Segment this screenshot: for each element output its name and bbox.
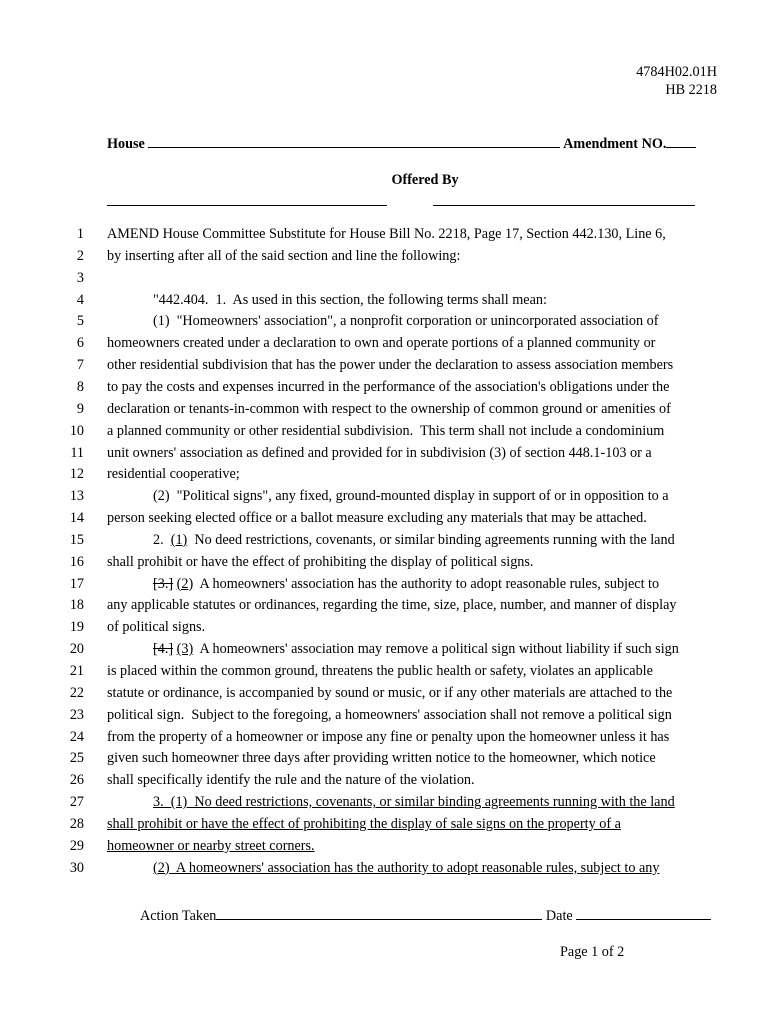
line-text-segment: statute or ordinance, is accompanied by sound or music, or if any other materials are attached to the <box>107 684 673 701</box>
document-line <box>0 226 770 248</box>
line-number: 24 <box>69 728 84 745</box>
line-text <box>107 423 664 440</box>
document-line <box>0 707 770 729</box>
document-line <box>0 248 770 270</box>
document-id: 4784H02.01H <box>636 64 717 80</box>
line-number: 8 <box>76 378 84 395</box>
line-text <box>107 357 673 374</box>
line-number: 18 <box>69 597 84 614</box>
offered-by-blank-left <box>107 205 387 206</box>
bill-number: HB 2218 <box>665 82 717 98</box>
line-text-segment: person seeking elected office or a ballot measure excluding any materials that may be attached. <box>107 510 647 527</box>
action-taken-line <box>140 908 711 925</box>
line-number: 29 <box>69 837 84 854</box>
line-text <box>107 772 475 789</box>
line-number: 20 <box>69 641 84 658</box>
inserted-text: (3) <box>176 641 194 658</box>
line-text <box>107 619 205 636</box>
page-number: Page 1 of 2 <box>560 944 625 960</box>
line-text-segment: unit owners' association as defined and provided for in subdivision (3) of section 448.1-103 or a <box>107 444 652 461</box>
line-text <box>107 445 652 462</box>
line-number: 17 <box>69 575 84 592</box>
line-number: 4 <box>76 291 84 308</box>
document-line <box>0 292 770 314</box>
line-text <box>153 641 679 658</box>
line-text-segment: other residential subdivision that has the power under the declaration to assess association members <box>107 357 674 374</box>
line-number: 22 <box>69 684 84 701</box>
offered-by-label: Offered By <box>391 172 459 188</box>
line-text <box>107 379 669 396</box>
line-text-segment: AMEND House Committee Substitute for House Bill No. 2218, Page 17, Section 442.130, Line 6, <box>107 226 666 242</box>
line-text <box>107 816 621 833</box>
line-text-segment: homeowners created under a declaration to own and operate portions of a planned community or <box>107 335 656 352</box>
line-number: 3 <box>76 269 84 286</box>
line-text-segment: is placed within the common ground, threatens the public health or safety, violates an applicable <box>107 663 653 679</box>
document-line <box>0 445 770 467</box>
line-text-segment: 2. <box>153 531 171 548</box>
line-text <box>153 860 659 877</box>
date-blank <box>576 918 711 920</box>
document-line <box>0 510 770 532</box>
line-number: 28 <box>69 815 84 832</box>
document-line <box>0 379 770 401</box>
line-text-segment: residential cooperative; <box>107 466 240 483</box>
line-number: 14 <box>69 510 84 527</box>
line-number: 2 <box>76 247 84 264</box>
line-text-segment: a planned community or other residential subdivision. This term shall not include a condominium <box>107 422 665 439</box>
line-text <box>107 663 653 680</box>
house-label: House <box>107 136 145 152</box>
line-text <box>153 292 547 309</box>
document-line <box>0 816 770 838</box>
line-text-segment: (1) "Homeowners' association", a nonprofit corporation or unincorporated association of <box>153 313 659 330</box>
line-number: 21 <box>69 663 84 679</box>
inserted-text: (2) <box>176 575 194 592</box>
document-line <box>0 423 770 445</box>
document-line <box>0 729 770 751</box>
document-line <box>0 663 770 685</box>
document-line <box>0 270 770 292</box>
line-text <box>153 794 675 811</box>
line-text-segment: A homeowners' association may remove a political sign without liability if such sign <box>193 641 679 658</box>
action-taken-blank <box>216 918 542 920</box>
line-text <box>107 226 666 243</box>
document-line <box>0 313 770 335</box>
line-number: 9 <box>76 400 84 417</box>
line-number: 30 <box>69 859 84 876</box>
document-line <box>0 838 770 860</box>
line-text-segment: of political signs. <box>107 619 206 636</box>
inserted-text: 3. (1) No deed restrictions, covenants, or similar binding agreements running with the land <box>153 794 675 811</box>
amendment-number-blank <box>666 146 696 148</box>
offered-by-blank-right <box>433 205 695 206</box>
document-line <box>0 532 770 554</box>
line-number: 1 <box>76 226 84 242</box>
line-text <box>153 313 658 330</box>
line-number: 7 <box>76 357 84 374</box>
deleted-text: [4.] <box>153 641 174 658</box>
line-text-segment: any applicable statutes or ordinances, regarding the time, size, place, number, and manner of display <box>107 597 677 614</box>
document-line <box>0 488 770 510</box>
line-number: 13 <box>69 488 84 505</box>
line-text-segment: shall specifically identify the rule and the nature of the violation. <box>107 772 475 789</box>
inserted-text: homeowner or nearby street corners. <box>107 837 315 854</box>
line-text-segment: A homeowners' association has the authority to adopt reasonable rules, subject to <box>193 575 660 592</box>
document-line <box>0 466 770 488</box>
line-text-segment: to pay the costs and expenses incurred in the performance of the association's obligations under the <box>107 378 670 395</box>
line-number: 12 <box>69 466 84 483</box>
document-line <box>0 401 770 423</box>
line-number: 26 <box>69 772 84 789</box>
line-text <box>153 488 669 505</box>
line-number: 10 <box>69 422 84 439</box>
inserted-text: shall prohibit or have the effect of prohibiting the display of sale signs on the property of a <box>107 815 621 832</box>
document-line <box>0 597 770 619</box>
line-text <box>153 576 659 593</box>
line-text <box>107 554 533 571</box>
document-line <box>0 335 770 357</box>
document-line <box>0 685 770 707</box>
line-number: 16 <box>69 553 84 570</box>
line-number: 23 <box>69 706 84 723</box>
line-number: 5 <box>76 313 84 330</box>
line-text <box>107 685 672 702</box>
document-line <box>0 750 770 772</box>
document-line <box>0 576 770 598</box>
line-number: 19 <box>69 619 84 636</box>
house-amendment-line <box>107 136 696 153</box>
inserted-text: (1) <box>170 531 188 548</box>
line-number: 15 <box>69 531 84 548</box>
house-blank <box>148 146 560 148</box>
line-text <box>153 532 675 549</box>
document-line <box>0 641 770 663</box>
inserted-text: (2) A homeowners' association has the authority to adopt reasonable rules, subject to any <box>153 859 660 876</box>
line-text <box>107 510 647 527</box>
line-text <box>107 248 460 265</box>
line-text-segment: given such homeowner three days after providing written notice to the homeowner, which notice <box>107 750 656 767</box>
line-text <box>107 335 655 352</box>
line-text-segment: (2) "Political signs", any fixed, ground-mounted display in support of or in opposition to a <box>153 488 669 505</box>
line-text-segment: political sign. Subject to the foregoing, a homeowners' association shall not remove a political sign <box>107 706 672 723</box>
amendment-label: Amendment NO. <box>563 136 667 152</box>
document-line <box>0 357 770 379</box>
line-text <box>107 466 240 483</box>
line-text-segment: No deed restrictions, covenants, or similar binding agreements running with the land <box>187 531 675 548</box>
document-line <box>0 772 770 794</box>
document-line <box>0 860 770 882</box>
line-text-segment: declaration or tenants-in-common with respect to the ownership of common ground or amenities of <box>107 400 671 417</box>
line-text-segment: "442.404. 1. As used in this section, the following terms shall mean: <box>153 291 547 308</box>
line-number: 25 <box>69 750 84 767</box>
line-text <box>107 750 656 767</box>
document-line <box>0 619 770 641</box>
line-text-segment: shall prohibit or have the effect of prohibiting the display of political signs. <box>107 553 534 570</box>
line-text <box>107 707 672 724</box>
action-taken-label: Action Taken <box>140 908 217 924</box>
line-number: 6 <box>76 335 84 352</box>
document-line <box>0 554 770 576</box>
line-text <box>107 401 671 418</box>
line-text <box>107 729 669 746</box>
line-text-segment: by inserting after all of the said section and line the following: <box>107 247 461 264</box>
document-line <box>0 794 770 816</box>
line-text-segment: from the property of a homeowner or impose any fine or penalty upon the homeowner unless it has <box>107 728 670 745</box>
deleted-text: [3.] <box>153 575 174 592</box>
line-number: 27 <box>69 794 84 811</box>
line-text <box>107 838 315 855</box>
date-label: Date <box>545 908 573 924</box>
line-number: 11 <box>70 444 84 461</box>
line-text <box>107 597 677 614</box>
